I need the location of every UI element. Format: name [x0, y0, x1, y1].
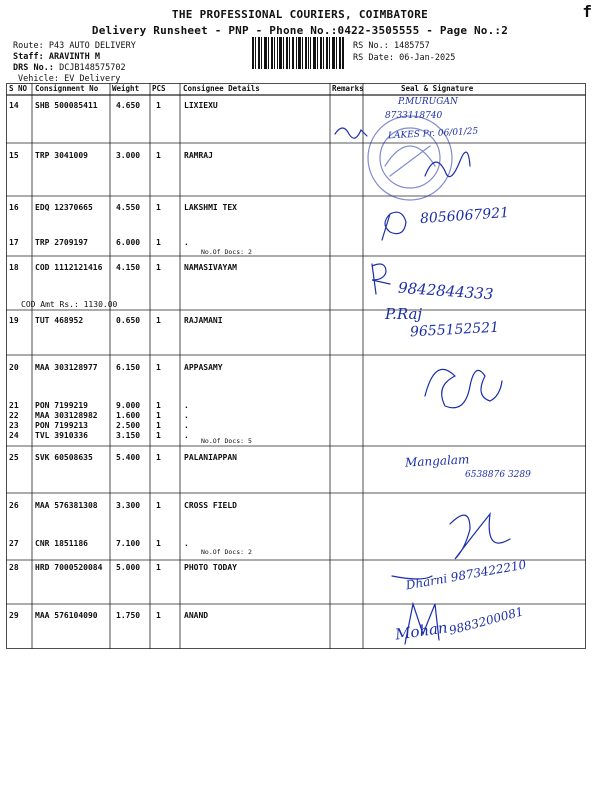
vehicle-label: Vehicle:: [18, 74, 59, 84]
signature-scribble: [372, 264, 390, 294]
signature-scribble: [425, 369, 502, 407]
cell-consignee: RAMRAJ: [184, 151, 213, 160]
cell-pcs: 1: [156, 263, 161, 272]
cell-consignee: .: [184, 539, 189, 548]
cell-pcs: 1: [156, 421, 161, 430]
cell-sno: 27: [9, 539, 19, 548]
cell-sno: 15: [9, 151, 19, 160]
cell-sno: 20: [9, 363, 19, 372]
cell-consignee: RAJAMANI: [184, 316, 223, 325]
cell-weight: 7.100: [116, 539, 141, 548]
cell-consignment: MAA 303128982: [35, 411, 98, 420]
cell-sno: 28: [9, 563, 19, 572]
cell-consignment: MAA 303128977: [35, 363, 98, 372]
cell-consignment: TRP 2709197: [35, 238, 88, 247]
route-label: Route:: [13, 41, 44, 51]
staff-value: ARAVINTH M: [48, 52, 101, 62]
rs-date-line: [353, 53, 455, 63]
rs-date-label: RS Date:: [353, 53, 394, 63]
handwritten-date: LAKES Pr. 06/01/25: [387, 126, 479, 142]
handwritten-name: P.Raj: [385, 305, 423, 323]
cell-pcs: 1: [156, 238, 161, 247]
cell-consignment: PON 7199219: [35, 401, 88, 410]
route-value: P43 AUTO DELIVERY: [48, 41, 136, 51]
handwritten-signature: Dharni 9873422210: [404, 557, 528, 593]
cell-consignment: TRP 3041009: [35, 151, 88, 160]
cell-consignment: SVK 60508635: [35, 453, 93, 462]
cell-consignee: PHOTO TODAY: [184, 563, 237, 572]
cell-consignee: PALANIAPPAN: [184, 453, 237, 462]
cell-pcs: 1: [156, 453, 161, 462]
cell-weight: 6.150: [116, 363, 141, 372]
rs-no-label: RS No.:: [353, 41, 389, 51]
cell-consignment: PON 7199213: [35, 421, 88, 430]
cell-consignee: NAMASIVAYAM: [184, 263, 237, 272]
cell-sno: 24: [9, 431, 19, 440]
cell-pcs: 1: [156, 611, 161, 620]
cell-consignee: ANAND: [184, 611, 209, 620]
rs-date-value: 06-Jan-2025: [399, 53, 456, 63]
cell-weight: 2.500: [116, 421, 141, 430]
cell-consignee: CROSS FIELD: [184, 501, 237, 510]
docs-count-note: No.Of Docs: 2: [201, 248, 252, 256]
route-line: [13, 41, 136, 51]
cell-consignment: EDQ 12370665: [35, 203, 93, 212]
cell-weight: 3.000: [116, 151, 141, 160]
runsheet-subtitle: Delivery Runsheet - PNP - Phone No.:0422-3505555 - Page No.:2: [91, 24, 509, 37]
cell-consignee: APPASAMY: [184, 363, 223, 372]
cell-consignee: .: [184, 411, 189, 420]
cell-pcs: 1: [156, 316, 161, 325]
cell-sno: 25: [9, 453, 19, 462]
cell-sno: 19: [9, 316, 19, 325]
docs-count-note: No.Of Docs: 2: [201, 548, 252, 556]
drs-line: [13, 63, 126, 73]
cell-weight: 5.400: [116, 453, 141, 462]
cell-weight: 9.000: [116, 401, 141, 410]
col-sno: S NO: [9, 84, 28, 93]
cell-pcs: 1: [156, 411, 161, 420]
col-pcs: PCS: [152, 84, 166, 93]
cell-consignment: TVL 3910336: [35, 431, 88, 440]
cell-pcs: 1: [156, 401, 161, 410]
cell-sno: 29: [9, 611, 19, 620]
cell-consignee: LIXIEXU: [184, 101, 218, 110]
drs-value: DCJB148575702: [59, 63, 126, 73]
signature-scribble: [335, 128, 367, 138]
handwritten-phone: 9655152521: [409, 319, 500, 341]
vehicle-value: EV Delivery: [64, 74, 121, 84]
cell-consignee: .: [184, 421, 189, 430]
handwritten-phone: 8733118740: [385, 111, 443, 121]
cell-sno: 21: [9, 401, 19, 410]
cell-consignee: .: [184, 431, 189, 440]
rs-no-line: [353, 41, 430, 51]
cell-pcs: 1: [156, 501, 161, 510]
col-consignment: Consignment No: [35, 84, 99, 93]
staff-line: [13, 52, 100, 62]
col-consignee: Consignee Details: [183, 84, 260, 93]
company-title: THE PROFESSIONAL COURIERS, COIMBATORE: [171, 8, 429, 21]
barcode-image: [252, 37, 344, 69]
cell-consignment: CNR 1851186: [35, 539, 88, 548]
handwritten-name: P.MURUGAN: [398, 97, 458, 107]
cell-weight: 3.150: [116, 431, 141, 440]
cell-pcs: 1: [156, 203, 161, 212]
handwritten-phone: 6538876 3289: [465, 470, 531, 480]
cell-sno: 22: [9, 411, 19, 420]
cell-weight: 4.150: [116, 263, 141, 272]
cell-pcs: 1: [156, 431, 161, 440]
drs-label: DRS No.:: [13, 63, 54, 73]
cell-weight: 1.750: [116, 611, 141, 620]
signature-scribble: [450, 514, 510, 559]
corner-mark: f: [582, 2, 592, 21]
cell-sno: 14: [9, 101, 19, 110]
cell-consignment: MAA 576104090: [35, 611, 98, 620]
signature-scribble: [382, 212, 406, 240]
cell-consignee: .: [184, 401, 189, 410]
cell-pcs: 1: [156, 363, 161, 372]
cell-weight: 0.650: [116, 316, 141, 325]
docs-count-note: No.Of Docs: 5: [201, 437, 252, 445]
cell-consignment: HRD 7000520084: [35, 563, 103, 572]
cell-consignee: .: [184, 238, 189, 247]
handwritten-phone: 9842844333: [397, 278, 494, 304]
cell-consignment: COD 1112121416: [35, 263, 103, 272]
cell-weight: 4.650: [116, 101, 141, 110]
rs-no-value: 1485757: [393, 41, 430, 51]
cell-weight: 4.550: [116, 203, 141, 212]
cell-sno: 17: [9, 238, 19, 247]
cell-consignment: TUT 468952: [35, 316, 84, 325]
cell-consignment: MAA 576381308: [35, 501, 98, 510]
cell-sno: 23: [9, 421, 19, 430]
cell-consignee: LAKSHMI TEX: [184, 203, 237, 212]
cell-pcs: 1: [156, 101, 161, 110]
handwritten-name: Mohan: [394, 618, 449, 644]
cell-weight: 5.000: [116, 563, 141, 572]
handwritten-name: Mangalam: [404, 452, 470, 470]
cell-sno: 18: [9, 263, 19, 272]
cell-sno: 26: [9, 501, 19, 510]
cell-pcs: 1: [156, 151, 161, 160]
cell-weight: 1.600: [116, 411, 141, 420]
cell-sno: 16: [9, 203, 19, 212]
cell-pcs: 1: [156, 563, 161, 572]
cell-consignment: SHB 500085411: [35, 101, 98, 110]
cell-weight: 3.300: [116, 501, 141, 510]
cell-pcs: 1: [156, 539, 161, 548]
cod-amount-note: COD Amt Rs.: 1130.00: [21, 300, 118, 309]
handwritten-phone: 9883200081: [447, 604, 525, 638]
col-remarks: Remarks: [332, 84, 364, 93]
signature-scribble: [425, 152, 470, 177]
handwritten-phone: 8056067921: [419, 204, 510, 228]
staff-label: Staff:: [13, 52, 44, 62]
cell-weight: 6.000: [116, 238, 141, 247]
col-weight: Weight: [112, 84, 140, 93]
col-seal-signature: Seal & Signature: [401, 84, 474, 93]
